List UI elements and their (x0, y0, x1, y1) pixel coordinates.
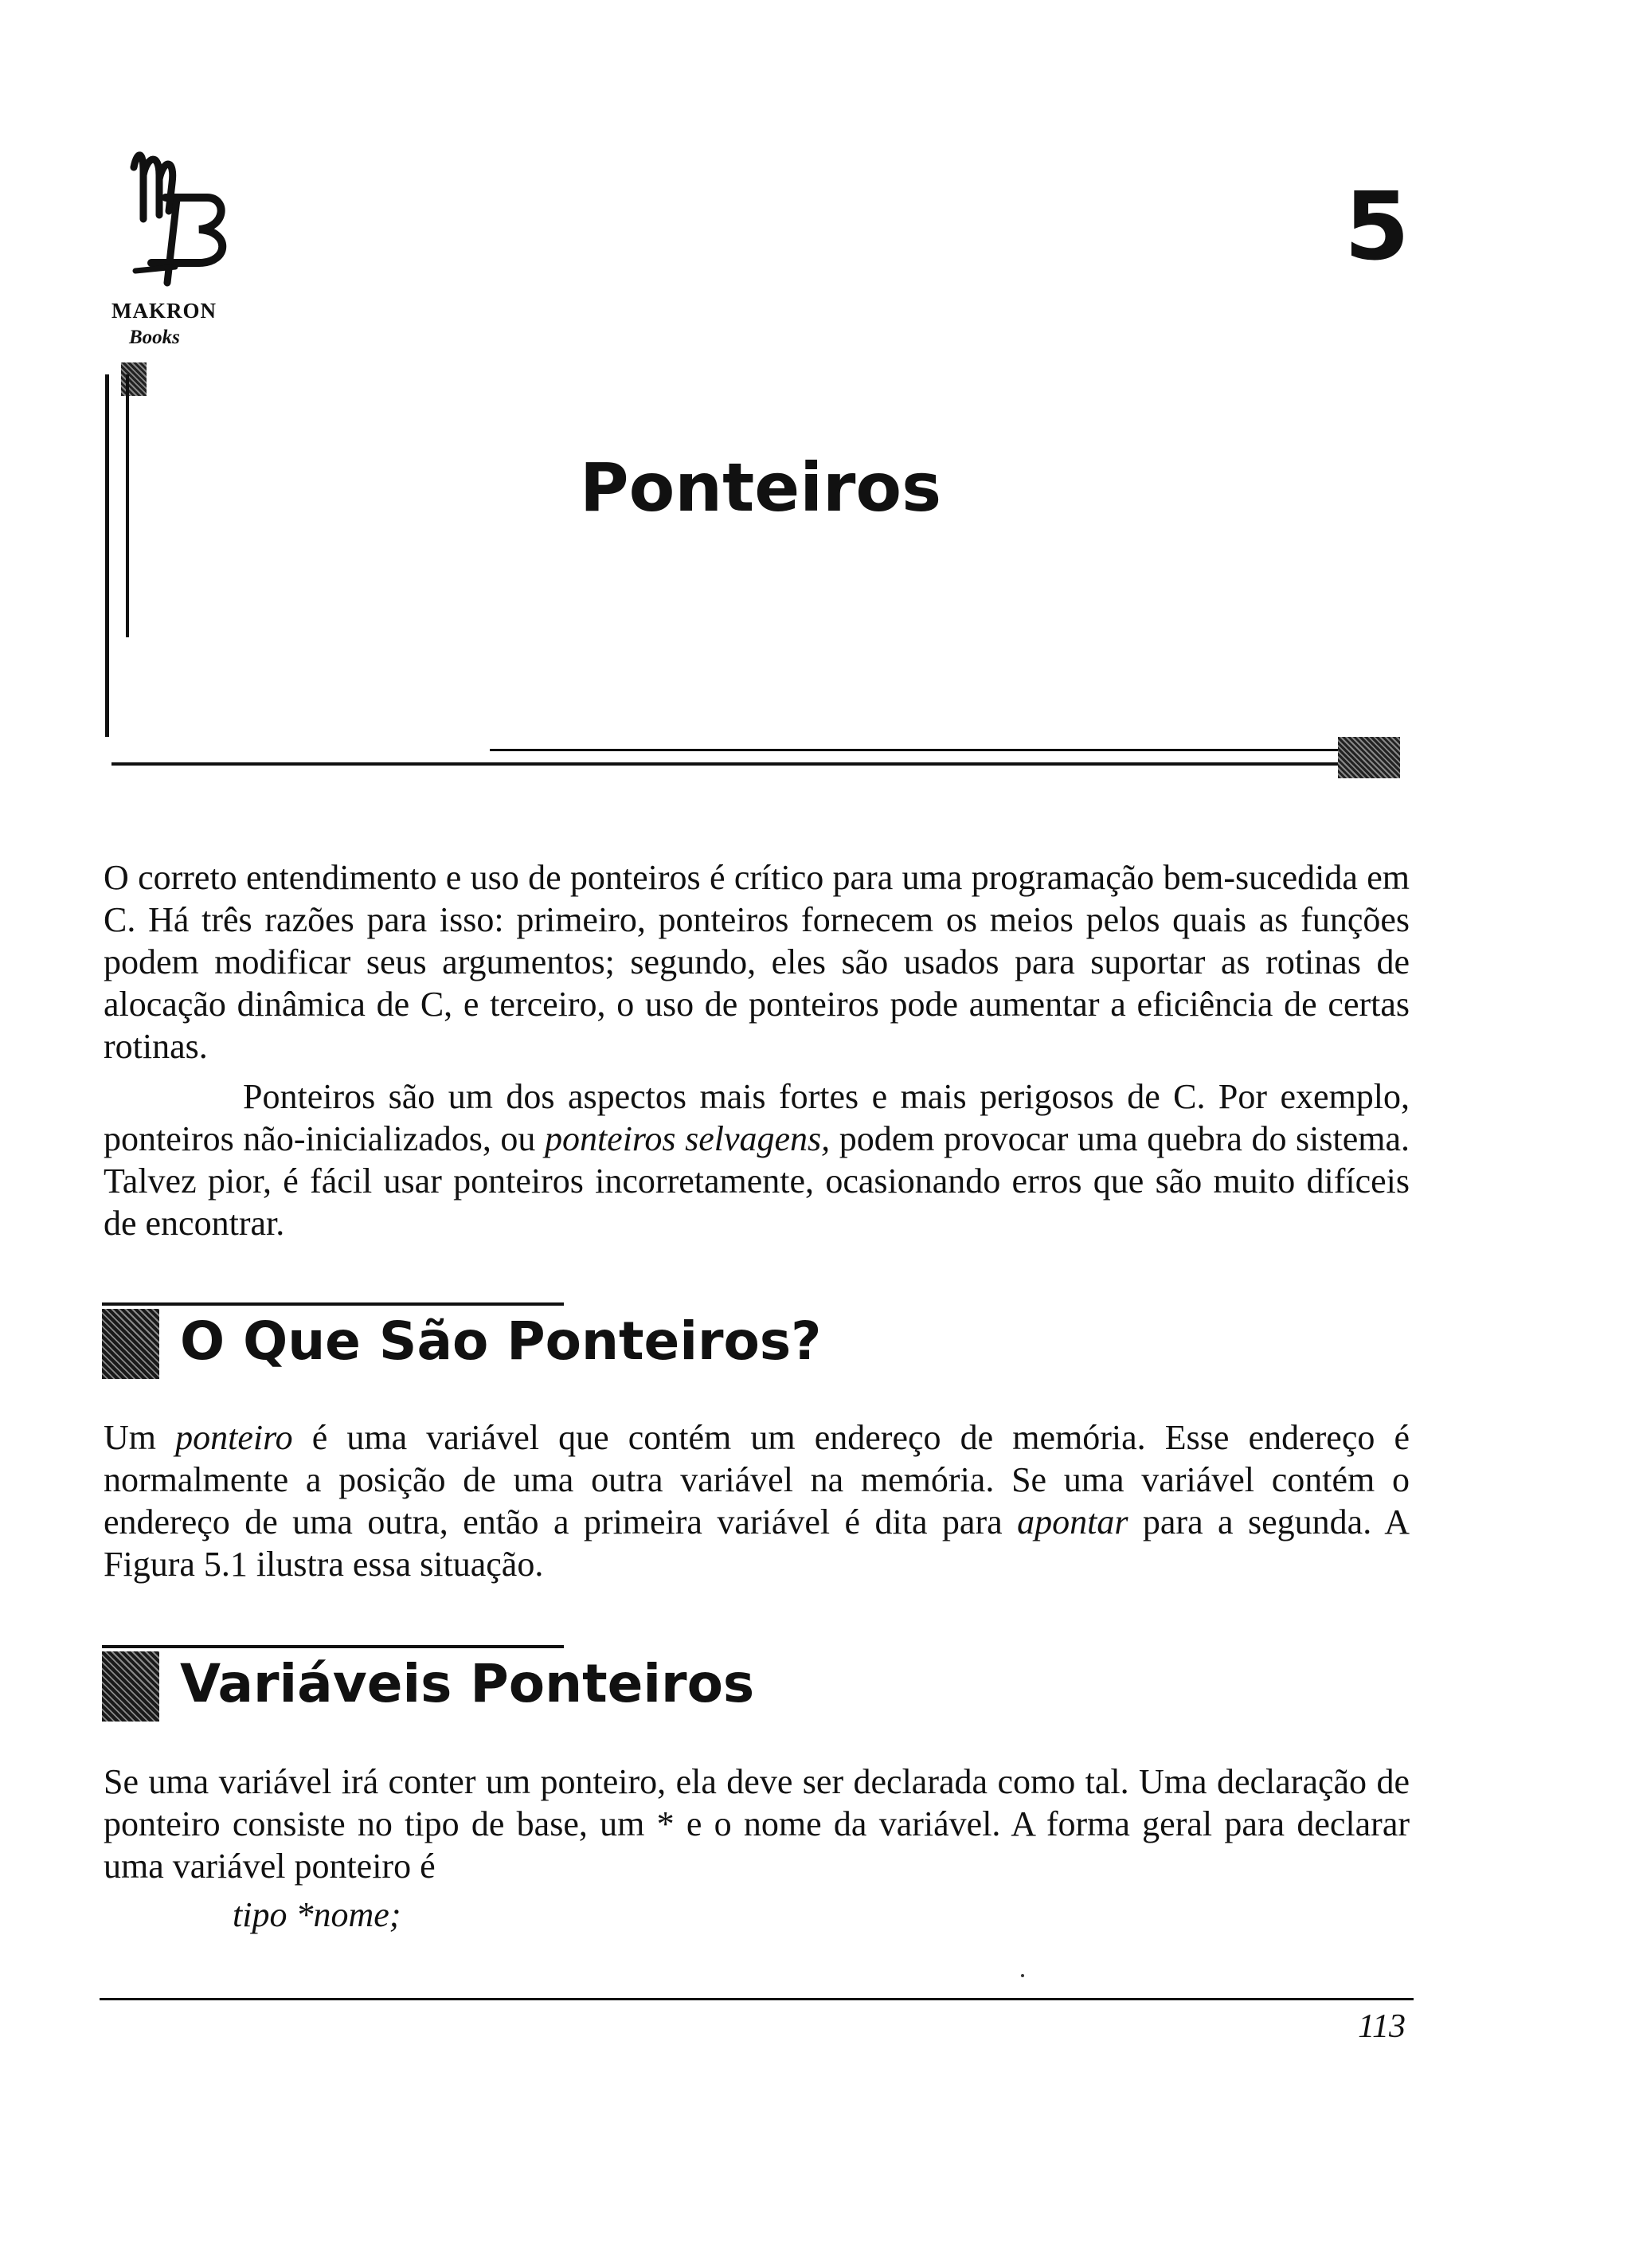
decorative-square-right (1338, 737, 1400, 778)
section-heading-2: Variáveis Ponteiros (180, 1653, 755, 1714)
footer-dot (1021, 1974, 1024, 1977)
intro-paragraph-1: O correto entendimento e uso de ponteiros é crítico para uma programação bem-sucedida em C. Há três razões para isso: primeiro, ponteiros fornecem os meios pelos quais as funções podem modificar seus argumentos; segundo, eles são usados para suportar as rotinas de alocação dinâmica de C, e terceiro, o uso de ponteiros pode aumentar a eficiência de certas rotinas. (104, 858, 1410, 1066)
s1-emphasis-apontar: apontar (1017, 1502, 1128, 1541)
frame-horizontal-rule-upper (490, 749, 1350, 751)
section-2-paragraph: Se uma variável irá conter um ponteiro, ela deve ser declarada como tal. Uma declaração de ponteiro consiste no tipo de base, um * e o nome da variável. A forma geral para declarar uma variável ponteiro é (104, 1762, 1410, 1886)
s1-text-2: é uma variável que contém um endereço de memória. Esse endereço é normalmente a posição de uma outra variável na memória. Se uma variável contém o endereço de uma outra, então a primeira variável é dita para (104, 1418, 1410, 1541)
s1-text-1: Um (104, 1418, 176, 1457)
intro-p2-emphasis: ponteiros selvagens, (544, 1119, 831, 1158)
frame-vertical-bar (105, 374, 109, 737)
intro-paragraph-2 (104, 1075, 1410, 1244)
section-heading-1: O Que São Ponteiros? (180, 1310, 822, 1372)
chapter-number: 5 (1344, 171, 1410, 281)
page-number: 113 (1358, 2008, 1406, 2045)
section-marker-square (102, 1309, 159, 1379)
publisher-subname: Books (129, 327, 180, 348)
chapter-title: Ponteiros (580, 449, 942, 527)
footer-rule (100, 1998, 1414, 2000)
publisher-name: MAKRON (111, 299, 217, 323)
decorative-square-top (121, 362, 147, 396)
s1-text-3: para a segunda. A Figura 5.1 ilustra essa situação. (104, 1502, 1410, 1584)
frame-horizontal-rule (111, 762, 1398, 766)
intro-p2-text-a: Ponteiros são um dos aspectos mais fortes e mais perigosos de C. Por exemplo, ponteiros não-inicializados, ou (104, 1077, 1410, 1158)
publisher-logo (111, 135, 239, 351)
code-general-form: tipo *nome; (233, 1895, 401, 1934)
section-marker-square (102, 1651, 159, 1722)
makron-logo-mark (119, 135, 239, 295)
frame-vertical-bar-inner (126, 374, 129, 637)
intro-p2-text-b: podem provocar uma quebra do sistema. Talvez pior, é fácil usar ponteiros incorretamente, ocasionando erros que são muito difíceis de encontrar. (104, 1119, 1410, 1243)
section-1-paragraph (104, 1416, 1410, 1585)
s1-emphasis-ponteiro: ponteiro (175, 1418, 293, 1457)
